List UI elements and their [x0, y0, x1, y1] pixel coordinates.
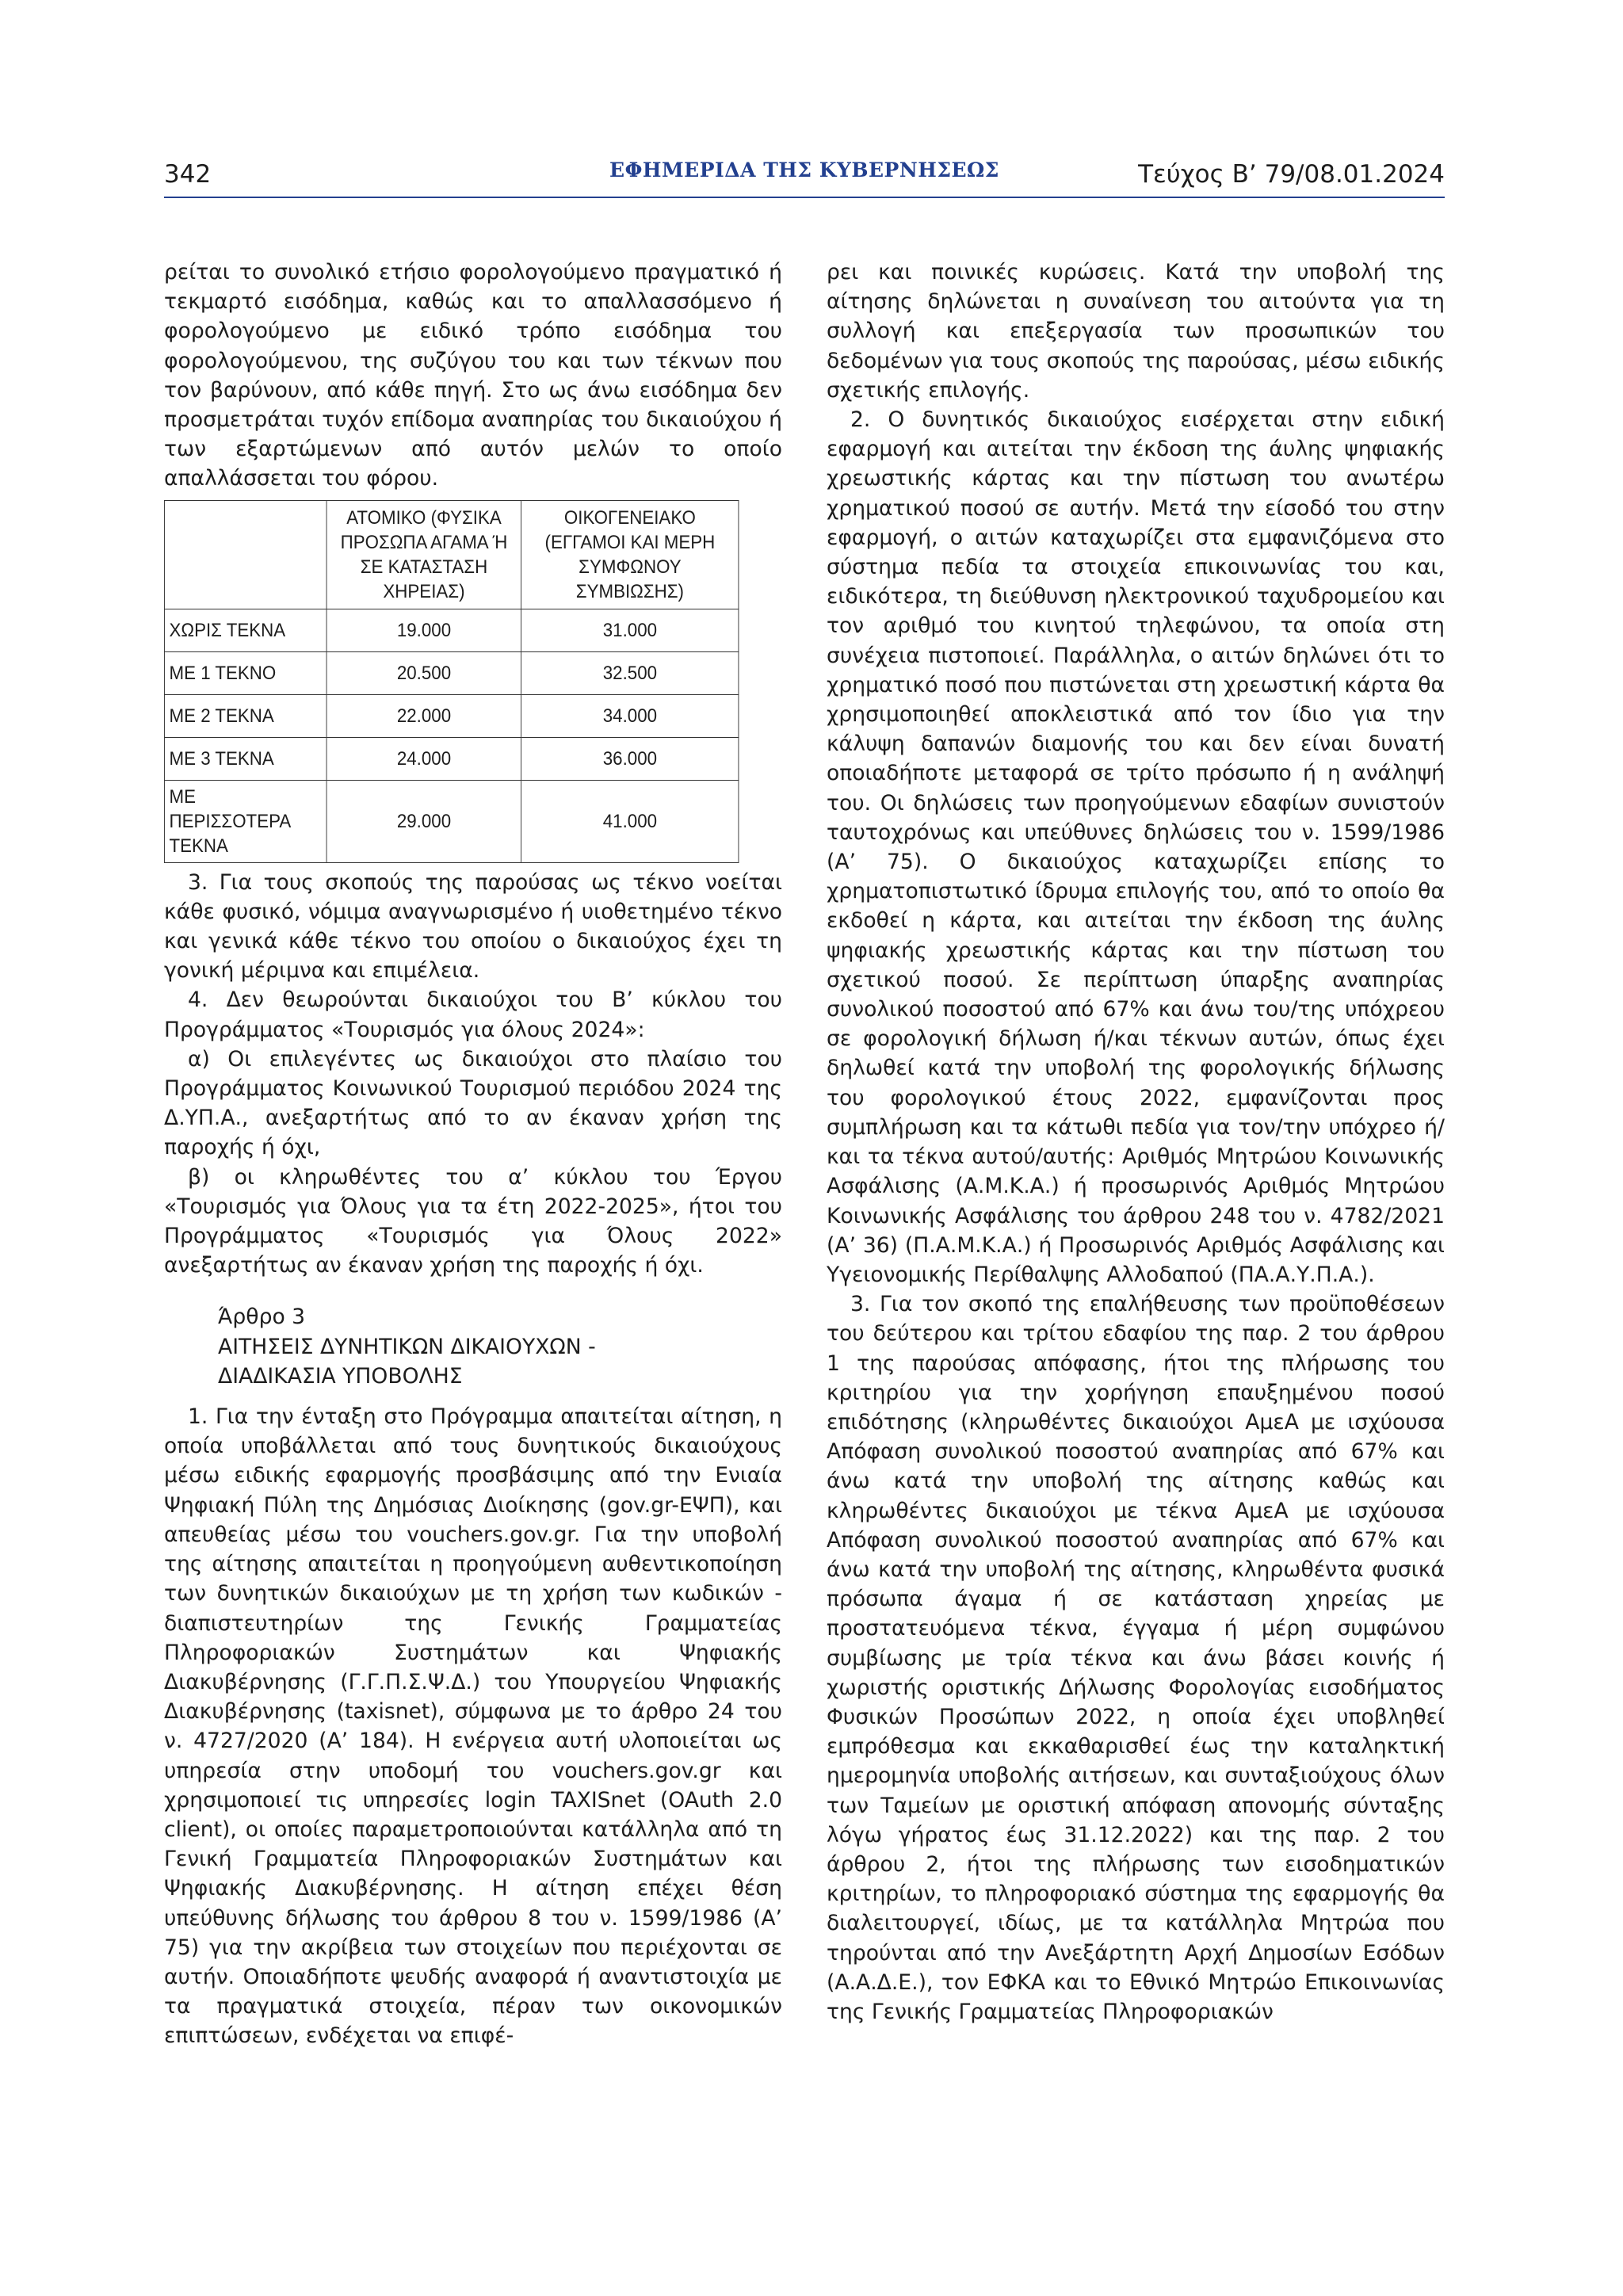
individual-value: 20.500 — [327, 651, 521, 694]
table-row — [164, 694, 738, 737]
income-threshold-table — [164, 500, 739, 863]
article-3-paragraph-1: 1. Για την ένταξη στο Πρόγραμμα απαιτείται αίτηση, η οποία υποβάλλεται από τους δυνητικούς δικαιούχους μέσω ειδικής εφαρμογής προσβάσιμης από την Ενιαία Ψηφιακή Πύλη της Δημόσιας Διοίκησης (gov.gr-ΕΨΠ), και απευθείας μέσω του vouchers.gov.gr. Για την υποβολή της αίτησης απαιτείται η προηγούμενη αυθεντικοποίηση των δυνητικών δικαιούχων με τη χρήση των κωδικών - διαπιστευτηρίων της Γενικής Γραμματείας Πληροφοριακών Συστημάτων και Ψηφιακής Διακυβέρνησης (Γ.Γ.Π.Σ.Ψ.Δ.) του Υπουργείου Ψηφιακής Διακυβέρνησης (taxisnet), σύμφωνα με το άρθρο 24 του ν. 4727/2020 (Α’ 184). Η ενέργεια αυτή υλοποιείται ως υπηρεσία στην υποδομή του vouchers.gov.gr και χρησιμοποιεί τις υπηρεσίες login TAXISnet (OAuth 2.0 client), οι οποίες παραμετροποιούνται κατάλληλα από τη Γενική Γραμματεία Πληροφοριακών Συστημάτων και Ψηφιακής Διακυβέρνησης. Η αίτηση επέχει θέση υπεύθυνης δήλωσης του άρθρου 8 του ν. 1599/1986 (Α’ 75) για την ακρίβεια των στοιχείων που περιέχονται σε αυτήν. Οποιαδήποτε ψευδής αναφορά ή αναντιστοιχία με τα πραγματικά στοιχεία, πέραν των οικονομικών επιπτώσεων, ενδέχεται να επιφέ- — [164, 1404, 782, 2049]
family-value: 36.000 — [521, 737, 739, 780]
row-label: ΜΕ 2 ΤΕΚΝΑ — [164, 694, 327, 737]
individual-value: 19.000 — [327, 609, 521, 651]
intro-paragraph: ρείται το συνολικό ετήσιο φορολογούμενο πραγματικό ή τεκμαρτό εισόδημα, καθώς και το απαλλασσόμενο ή φορολογούμενο με ειδικό τρόπο εισόδημα του φορολογούμενου, της συζύγου του και των τέκνων που τον βαρύνουν, από κάθε πηγή. Στο ως άνω εισόδημα δεν προσμετράται τυχόν επίδομα αναπηρίας του δικαιούχου ή των εξαρτώμενων από αυτόν μελών το οποίο απαλλάσσεται του φόρου. — [164, 260, 782, 491]
table-header-cell — [164, 500, 327, 609]
row-label: ΜΕ ΠΕΡΙΣΣΟΤΕΡΑ ΤΕΚΝΑ — [164, 780, 327, 862]
header-rule — [164, 197, 1445, 198]
table-row — [164, 651, 738, 694]
family-value: 41.000 — [521, 780, 739, 862]
table-row — [164, 609, 738, 651]
row-label: ΧΩΡΙΣ ΤΕΚΝΑ — [164, 609, 327, 651]
page-number: 342 — [164, 160, 212, 189]
table-header-row — [164, 500, 738, 609]
right-column — [827, 258, 1445, 2027]
family-value: 34.000 — [521, 694, 739, 737]
article-number: Άρθρο 3 — [218, 1305, 306, 1330]
row-label: ΜΕ 3 ΤΕΚΝΑ — [164, 737, 327, 780]
continued-paragraph: ρει και ποινικές κυρώσεις. Κατά την υποβολή της αίτησης δηλώνεται η συναίνεση του αιτούντα για τη συλλογή και επεξεργασία των προσωπικών του δεδομένων για τους σκοπούς της παρούσας, μέσω ειδικής σχετικής επιλογής. — [827, 260, 1445, 403]
left-column — [164, 258, 782, 2051]
paragraph-4a: α) Οι επιλεγέντες ως δικαιούχοι στο πλαίσιο του Προγράμματος Κοινωνικού Τουρισμού περιόδου 2024 της Δ.ΥΠ.Α., ανεξαρτήτως από το αν έκαναν χρήση της παροχής ή όχι, — [164, 1046, 782, 1160]
family-value: 31.000 — [521, 609, 739, 651]
journal-title: ΕΦΗΜΕΡΙΔΑ ΤΗΣ ΚΥΒΕΡΝΗΣΕΩΣ — [609, 159, 999, 181]
page-header — [164, 155, 1445, 195]
individual-value: 29.000 — [327, 780, 521, 862]
paragraph-3: 3. Για τους σκοπούς της παρούσας ως τέκνο νοείται κάθε φυσικό, νόμιμα αναγνωρισμένο ή υιοθετημένο τέκνο και γενικά κάθε τέκνο του οποίου ο δικαιούχος έχει τη γονική μέριμνα και επιμέλεια. — [164, 869, 782, 984]
individual-value: 22.000 — [327, 694, 521, 737]
table-row — [164, 737, 738, 780]
individual-value: 24.000 — [327, 737, 521, 780]
paragraph-4b: β) οι κληρωθέντες του α’ κύκλου του Έργου «Τουρισμός για Όλους για τα έτη 2022-2025», ήτοι του Προγράμματος «Τουρισμός για Όλους 2022» ανεξαρτήτως αν έκαναν χρήση της παροχής ή όχι. — [164, 1164, 782, 1278]
table-header-cell: ΟΙΚΟΓΕΝΕΙΑΚΟ (ΕΓΓΑΜΟΙ ΚΑΙ ΜΕΡΗ ΣΥΜΦΩΝΟΥ ΣΥΜΒΙΩΣΗΣ) — [521, 500, 739, 609]
article-title-line-2: ΔΙΑΔΙΚΑΣΙΑ ΥΠΟΒΟΛΗΣ — [218, 1363, 463, 1389]
article-3-paragraph-3: 3. Για τον σκοπό της επαλήθευσης των προϋποθέσεων του δεύτερου και τρίτου εδαφίου της παρ. 2 του άρθρου 1 της παρούσας απόφασης, ήτοι της πλήρωσης του κριτηρίου για την χορήγηση επαυξημένου ποσού επιδότησης (κληρωθέντες δικαιούχοι ΑμεΑ με ισχύουσα Απόφαση συνολικού ποσοστού αναπηρίας από 67% και άνω κατά την υποβολή της αίτησης καθώς και κληρωθέντες δικαιούχοι με τέκνα ΑμεΑ με ισχύουσα Απόφαση συνολικού ποσοστού αναπηρίας από 67% και άνω κατά την υποβολή της αίτησης, κληρωθέντα φυσικά πρόσωπα άγαμα ή σε κατάσταση χηρείας με προστατευόμενα τέκνα, έγγαμα ή μέρη συμφώνου συμβίωσης με τρία τέκνα και άνω βάσει κοινής ή χωριστής οριστικής Δήλωσης Φορολογίας εισοδήματος Φυσικών Προσώπων 2022, η οποία έχει υποβληθεί εμπρόθεσμα και εκκαθαρισθεί έως την καταληκτική ημερομηνία υποβολής αιτήσεων, και συνταξιούχους όλων των Ταμείων με οριστική απόφαση απονομής σύνταξης λόγω γήρατος έως 31.12.2022) και της παρ. 2 του άρθρου 2, ήτοι της πλήρωσης των εισοδηματικών κριτηρίων, το πληροφοριακό σύστημα της εφαρμογής θα διαλειτουργεί, ιδίως, με τα κατάλληλα Μητρώα που τηρούνται από την Ανεξάρτητη Αρχή Δημοσίων Εσόδων (Α.Α.Δ.Ε.), τον ΕΦΚΑ και το Εθνικό Μητρώο Επικοινωνίας της Γενικής Γραμματείας Πληροφοριακών — [827, 1292, 1445, 2024]
article-3-paragraph-2: 2. Ο δυνητικός δικαιούχος εισέρχεται στην ειδική εφαρμογή και αιτείται την έκδοση της άυλης ψηφιακής χρεωστικής κάρτας και την πίστωση του ανωτέρω χρηματικού ποσού σε αυτήν. Μετά την είσοδό του στην εφαρμογή, ο αιτών καταχωρίζει στα εμφανιζόμενα στο σύστημα πεδία τα στοιχεία επικοινωνίας του και, ειδικότερα, τη διεύθυνση ηλεκτρονικού ταχυδρομείου και τον αριθμό του κινητού τηλεφώνου, τα οποία στη συνέχεια πιστοποιεί. Παράλληλα, ο αιτών δηλώνει ότι το χρηματικό ποσό που πιστώνεται στη χρεωστική κάρτα θα χρησιμοποιηθεί αποκλειστικά από τον ίδιο για την κάλυψη δαπανών διαμονής του και δεν είναι δυνατή οποιαδήποτε μεταφορά σε τρίτο πρόσωπο ή η ανάληψή του. Οι δηλώσεις των προηγούμενων εδαφίων συνιστούν ταυτοχρόνως και υπεύθυνες δηλώσεις του ν. 1599/1986 (Α’ 75). Ο δικαιούχος καταχωρίζει επίσης το χρηματοπιστωτικό ίδρυμα επιλογής του, από το οποίο θα εκδοθεί η κάρτα, και αιτείται την έκδοση της άυλης ψηφιακής χρεωστικής κάρτας και την πίστωση του σχετικού ποσού. Σε περίπτωση ύπαρξης αναπηρίας συνολικού ποσοστού από 67% και άνω του/της υπόχρεου σε φορολογική δήλωση ή/και τέκνων αυτών, όπως έχει δηλωθεί κατά την υποβολή της φορολογικής δήλωσης του φορολογικού έτους 2022, εμφανίζονται προς συμπλήρωση και τα κάτωθι πεδία για τον/την υπόχρεο ή/και τα τέκνα αυτού/αυτής: Αριθμός Μητρώου Κοινωνικής Ασφάλισης (Α.Μ.Κ.Α.) ή προσωρινός Αριθμός Μητρώου Κοινωνικής Ασφάλισης του άρθρου 248 του ν. 4782/2021 (Α’ 36) (Π.Α.Μ.Κ.Α.) ή Προσωρινός Αριθμός Ασφάλισης και Υγειονομικής Περίθαλψης Αλλοδαπού (ΠΑ.Α.Υ.Π.Α.). — [827, 407, 1445, 1287]
article-heading — [218, 1302, 782, 1391]
family-value: 32.500 — [521, 651, 739, 694]
row-label: ΜΕ 1 ΤΕΚΝΟ — [164, 651, 327, 694]
article-title-line-1: ΑΙΤΗΣΕΙΣ ΔΥΝΗΤΙΚΩΝ ΔΙΚΑΙΟΥΧΩΝ - — [218, 1334, 596, 1359]
issue-reference: Τεύχος Β’ 79/08.01.2024 — [1138, 160, 1445, 189]
table-row — [164, 780, 738, 862]
table-header-cell: ΑΤΟΜΙΚΟ (ΦΥΣΙΚΑ ΠΡΟΣΩΠΑ ΑΓΑΜΑ Ή ΣΕ ΚΑΤΑΣΤΑΣΗ ΧΗΡΕΙΑΣ) — [327, 500, 521, 609]
paragraph-4: 4. Δεν θεωρούνται δικαιούχοι του Β’ κύκλου του Προγράμματος «Τουρισμός για όλους 2024»: — [164, 988, 782, 1042]
